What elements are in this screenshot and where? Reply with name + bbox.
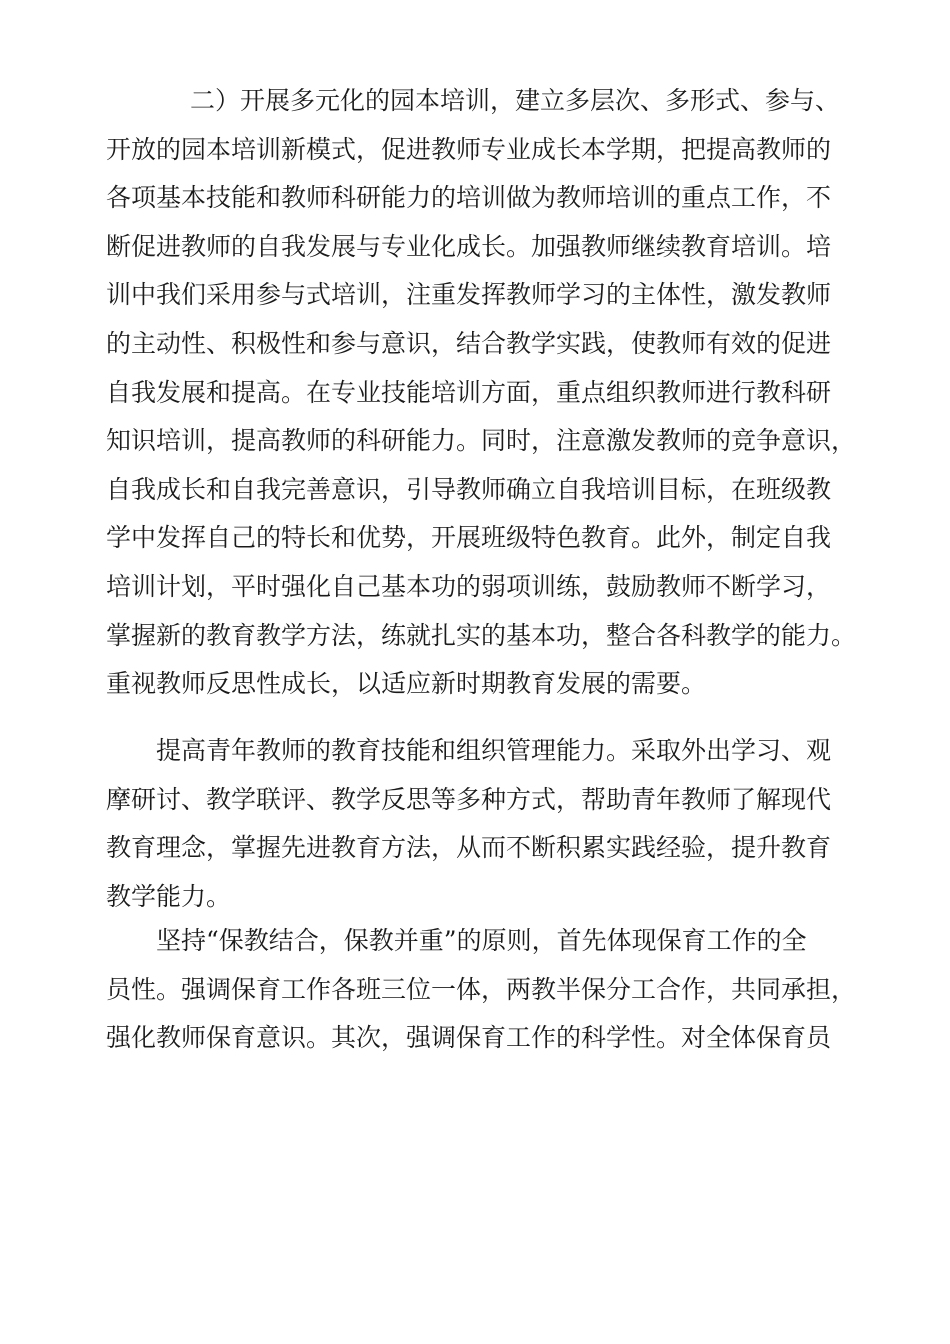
- paragraph-line: 开放的园本培训新模式，促进教师专业成长本学期，把提高教师的: [106, 134, 832, 164]
- paragraph-childcare: [106, 917, 857, 1063]
- paragraph-line: 掌握新的教育教学方法，练就扎实的基本功，整合各科教学的能力。: [106, 620, 857, 650]
- paragraph-line: 知识培训，提高教师的科研能力。同时，注意激发教师的竞争意识，: [106, 426, 857, 456]
- paragraph-line: 坚持“保教结合，保教并重”的原则，首先体现保育工作的全: [156, 926, 807, 955]
- paragraph-line: 重视教师反思性成长，以适应新时期教育发展的需要。: [106, 669, 707, 699]
- paragraph-teacher-training: [106, 77, 857, 709]
- paragraph-young-teachers: [106, 727, 846, 921]
- paragraph-line: 学中发挥自己的特长和优势，开展班级特色教育。此外，制定自我: [106, 523, 832, 553]
- paragraph-line: 提高青年教师的教育技能和组织管理能力。采取外出学习、观: [156, 736, 832, 765]
- paragraph-line: 自我发展和提高。在专业技能培训方面，重点组织教师进行教科研: [106, 377, 832, 407]
- paragraph-line: 各项基本技能和教师科研能力的培训做为教师培训的重点工作，不: [106, 183, 832, 213]
- paragraph-line: 的主动性、积极性和参与意识，结合教学实践，使教师有效的促进: [106, 328, 832, 358]
- paragraph-line: 员性。强调保育工作各班三位一体，两教半保分工合作，共同承担，: [106, 974, 857, 1004]
- paragraph-line: 断促进教师的自我发展与专业化成长。加强教师继续教育培训。培: [106, 231, 832, 261]
- paragraph-line: 摩研讨、教学联评、教学反思等多种方式，帮助青年教师了解现代: [106, 784, 832, 814]
- paragraph-line: 二）开展多元化的园本培训，建立多层次、多形式、参与、: [190, 86, 841, 115]
- paragraph-line: 训中我们采用参与式培训，注重发挥教师学习的主体性，激发教师: [106, 280, 832, 310]
- paragraph-line: 强化教师保育意识。其次，强调保育工作的科学性。对全体保育员: [106, 1023, 832, 1053]
- paragraph-line: 培训计划，平时强化自己基本功的弱项训练，鼓励教师不断学习，: [106, 571, 832, 601]
- paragraph-line: 自我成长和自我完善意识，引导教师确立自我培训目标，在班级教: [106, 474, 832, 504]
- paragraph-line: 教学能力。: [106, 881, 232, 911]
- paragraph-line: 教育理念，掌握先进教育方法，从而不断积累实践经验，提升教育: [106, 833, 832, 863]
